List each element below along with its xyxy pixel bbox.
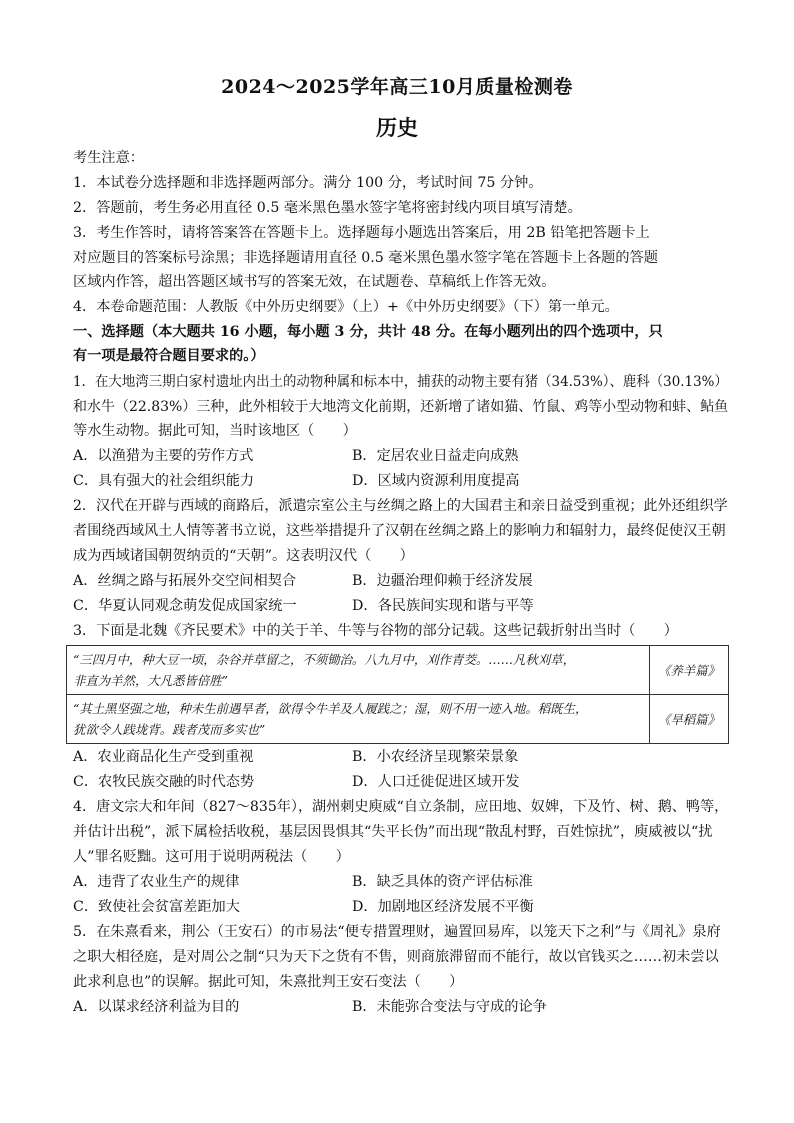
question-1-option-b: B．定居农业日益走向成熟: [352, 448, 519, 464]
question-4-option-b: B．缺乏具体的资产评估标准: [352, 874, 533, 890]
question-4-stem: 并估计出税”，派下属检括收税，基层因畏惧其“失平长伪”而出现“散乱村野，百姓惊扰”，庾威被以“扰: [73, 824, 713, 840]
quote-line: “三四月中，种大豆一顷，杂谷并草留之，不须锄治。八九月中，刈作青茭。……凡秋刈草，: [73, 652, 575, 667]
title-text: 2024～2025学年高三10月质量检测卷: [221, 76, 573, 98]
question-3-option-a: A．农业商品化生产受到重视: [73, 749, 254, 765]
question-2-stem: 2．汉代在开辟与西域的商路后，派遣宗室公主与丝绸之路上的大国君主和亲日益受到重视；此外还组织学: [73, 498, 728, 514]
question-5-stem: 此求利息也”的误解。据此可知，朱熹批判王安石变法（ ）: [73, 974, 464, 990]
notice-line: 1．本试卷分选择题和非选择题两部分。满分 100 分，考试时间 75 分钟。: [73, 175, 543, 191]
question-3-option-b: B．小农经济呈现繁荣景象: [352, 749, 519, 765]
notice-line: 4．本卷命题范围：人教版《中外历史纲要》（上）+《中外历史纲要》（下）第一单元。: [73, 299, 619, 315]
question-4-option-a: A．违背了农业生产的规律: [73, 874, 240, 890]
quote-source: 《养羊篇》: [650, 646, 729, 695]
question-2-option-a: A．丝绸之路与拓展外交空间相契合: [73, 573, 297, 589]
question-5-stem: 之职大相径庭，是对周公之制“只为天下之货有不售，则商旅滞留而不能行，故以官钱买之……初未尝以: [73, 949, 719, 965]
question-5-option-a: A．以谋求经济利益为目的: [73, 999, 240, 1015]
question-1-stem: 1．在大地湾三期白家村遗址内出土的动物种属和标本中，捕获的动物主要有猪（34.53%）、鹿科（30.13%）: [73, 374, 728, 390]
question-2-option-b: B．边疆治理仰赖于经济发展: [352, 573, 533, 589]
notice-line: 2．答题前，考生务必用直径 0.5 毫米黑色墨水签字笔将密封线内项目填写清楚。: [73, 200, 582, 216]
question-2-stem: 成为西域诸国朝贺纳贡的“天朝”。这表明汉代（ ）: [73, 548, 414, 564]
quote-line: 非直为羊然，大凡悉皆倍胜”: [73, 673, 229, 688]
quote-text: [67, 695, 650, 744]
question-4-option-d: D．加剧地区经济发展不平衡: [352, 899, 534, 915]
quote-source: 《旱稻篇》: [650, 695, 729, 744]
notice-heading: 考生注意：: [73, 150, 144, 166]
question-3-stem: 3．下面是北魏《齐民要术》中的关于羊、牛等与谷物的部分记载。这些记载折射出当时（ ）: [73, 623, 678, 639]
section-heading: 一、选择题（本大题共 16 小题，每小题 3 分，共计 48 分。在每小题列出的四个选项中，只: [73, 324, 663, 340]
quote-line: “其土黑坚强之地，种未生前遇旱者，欲得令牛羊及人履践之；湿，则不用一迹入地。稻既生，: [73, 701, 588, 716]
quote-row: [67, 646, 729, 695]
question-4-option-c: C．致使社会贫富差距加大: [73, 899, 240, 915]
question-2-stem: 者围绕西域风土人情等著书立说，这些举措提升了汉朝在丝绸之路上的影响力和辐射力，最终促使汉王朝: [73, 523, 726, 539]
title-text: 历史: [376, 115, 418, 140]
question-5-option-b: B．未能弥合变法与守成的论争: [352, 999, 547, 1015]
quote-row: [67, 695, 729, 744]
question-5-stem: 5．在朱熹看来，荆公（王安石）的市易法“便专措置理财，遍置回易库，以笼天下之利”与《周礼》泉府: [73, 924, 721, 940]
notice-line: 对应题目的答案标号涂黑；非选择题请用直径 0.5 毫米黑色墨水签字笔在答题卡上各题的答题: [73, 250, 658, 266]
question-3-option-c: C．农牧民族交融的时代态势: [73, 774, 255, 790]
question-2-option-d: D．各民族间实现和谐与平等: [352, 598, 534, 614]
question-3-option-d: D．人口迁徙促进区域开发: [352, 774, 520, 790]
question-1-option-a: A．以渔猎为主要的劳作方式: [73, 448, 254, 464]
question-1-option-d: D．区域内资源利用度提高: [352, 473, 520, 489]
question-1-option-c: C．具有强大的社会组织能力: [73, 473, 255, 489]
notice-line: 区域内作答，超出答题区域书写的答案无效，在试题卷、草稿纸上作答无效。: [73, 274, 556, 290]
quote-table: [66, 645, 729, 744]
section-heading: 有一项是最符合题目要求的。）: [73, 348, 265, 364]
question-2-option-c: C．华夏认同观念萌发促成国家统一: [73, 598, 297, 614]
question-1-stem: 等水生动物。据此可知，当时该地区（ ）: [73, 423, 357, 439]
question-1-stem: 和水牛（22.83%）三种，此外相较于大地湾文化前期，还新增了诸如猫、竹鼠、鸡等小型动物和蚌、鲇鱼: [73, 399, 729, 415]
subject-title: [0, 112, 794, 142]
quote-line: 犹欲令人践垅背。践者茂而多实也”: [73, 722, 266, 737]
exam-title: [0, 72, 794, 99]
question-4-stem: 4．唐文宗大和年间（827～835年），湖州刺史庾威“自立条制，应田地、奴婢，下及竹、树、鹅、鸭等，: [73, 799, 729, 815]
notice-line: 3．考生作答时，请将答案答在答题卡上。选择题每小题选出答案后，用 2B 铅笔把答题卡上: [73, 225, 650, 241]
quote-text: [67, 646, 650, 695]
question-4-stem: 人”罪名贬黜。这可用于说明两税法（ ）: [73, 849, 350, 865]
